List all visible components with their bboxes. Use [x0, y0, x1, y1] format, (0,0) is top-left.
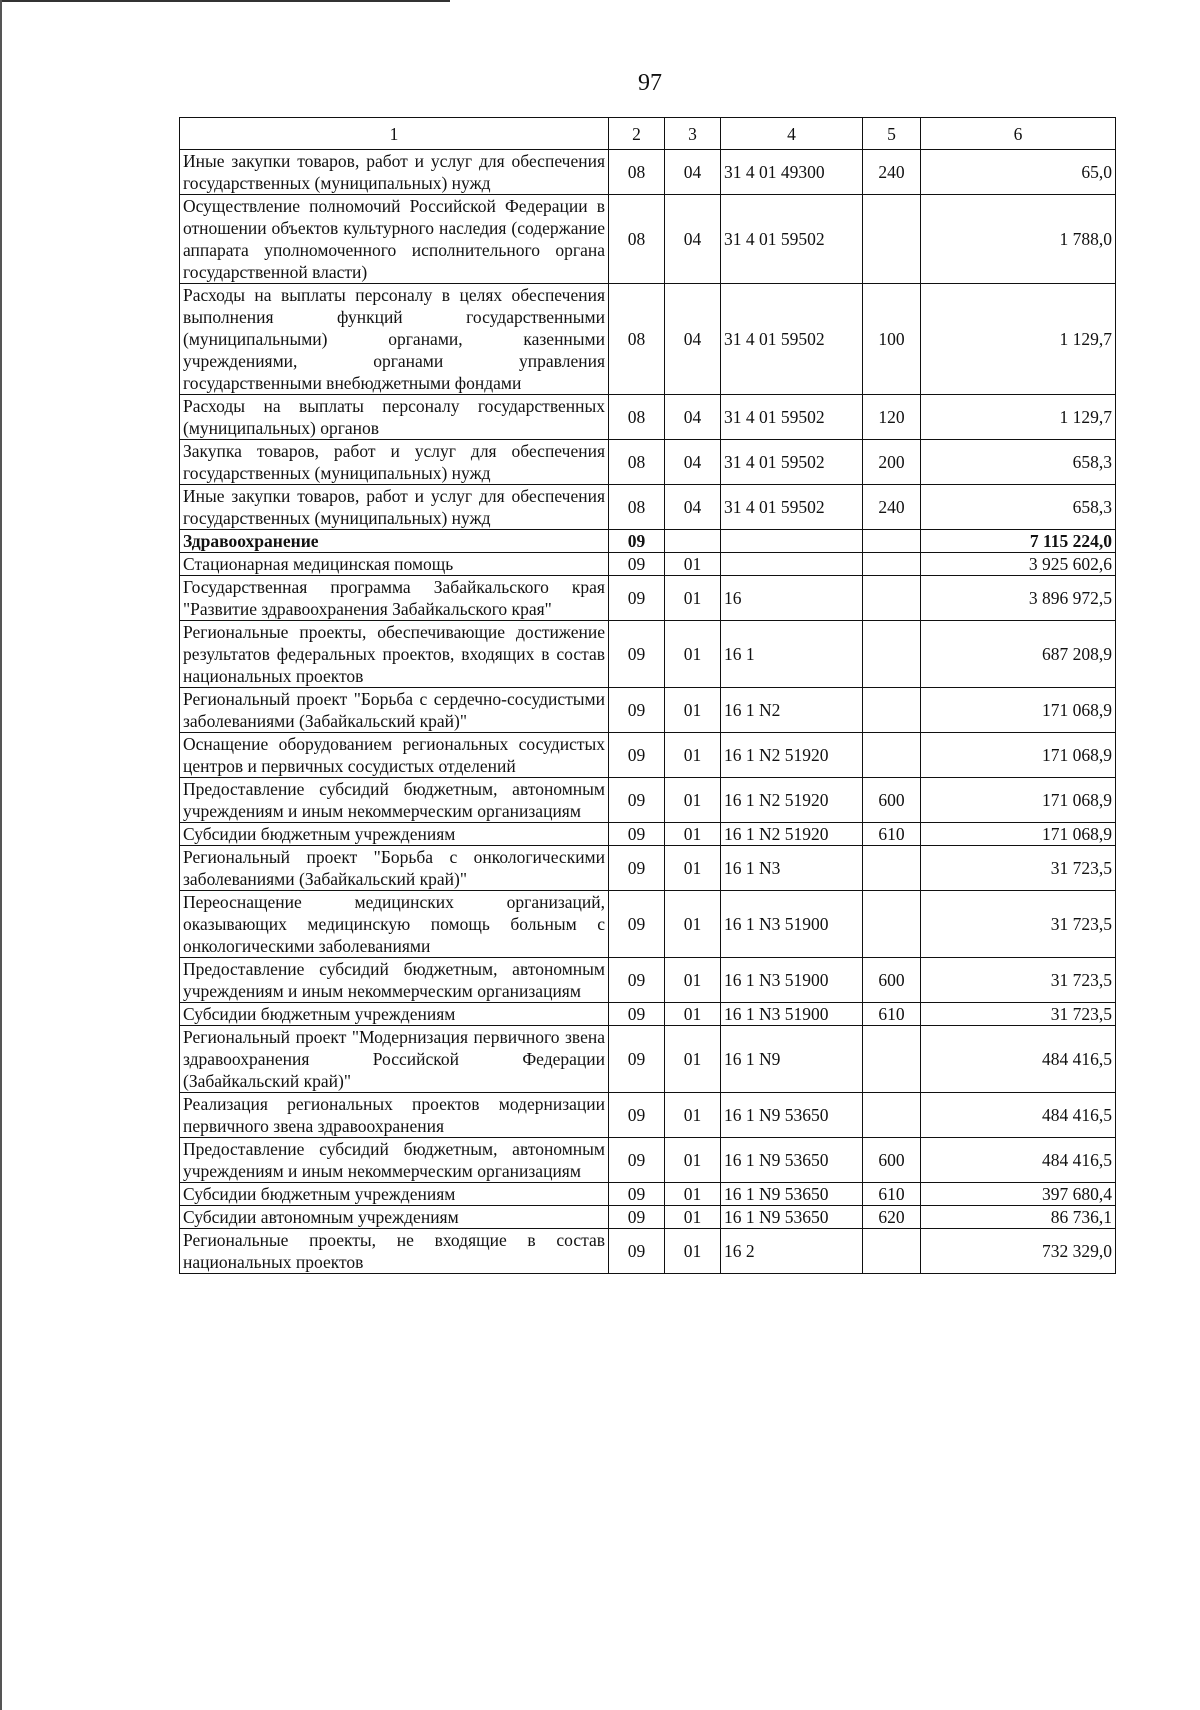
row-subsection-cell: 01 — [665, 823, 721, 846]
row-amount-cell: 171 068,9 — [921, 688, 1116, 733]
row-target-article-cell: 31 4 01 59502 — [721, 395, 863, 440]
row-target-article-cell: 31 4 01 59502 — [721, 195, 863, 284]
row-name-cell: Расходы на выплаты персоналу государственных (муниципальных) органов — [180, 395, 609, 440]
row-expense-type-cell — [863, 1093, 921, 1138]
row-subsection-cell: 01 — [665, 1206, 721, 1229]
row-subsection-cell: 04 — [665, 150, 721, 195]
header-col-3: 3 — [665, 118, 721, 150]
row-name-cell: Осуществление полномочий Российской Федерации в отношении объектов культурного наследия (содержание аппарата уполномоченного исполнительного органа государственной власти) — [180, 195, 609, 284]
row-target-article-cell: 16 1 N2 51920 — [721, 823, 863, 846]
row-subsection-cell: 04 — [665, 395, 721, 440]
row-amount-cell: 1 129,7 — [921, 395, 1116, 440]
row-expense-type-cell — [863, 553, 921, 576]
row-amount-cell: 484 416,5 — [921, 1093, 1116, 1138]
table-header-row — [180, 118, 1116, 150]
table-row — [180, 553, 1116, 576]
row-expense-type-cell — [863, 195, 921, 284]
table-row — [180, 1026, 1116, 1093]
row-name-cell: Региональный проект "Борьба с сердечно-сосудистыми заболеваниями (Забайкальский край)" — [180, 688, 609, 733]
row-section-cell: 09 — [609, 778, 665, 823]
row-name-cell: Стационарная медицинская помощь — [180, 553, 609, 576]
row-subsection-cell: 01 — [665, 1138, 721, 1183]
row-target-article-cell — [721, 530, 863, 553]
row-section-cell: 09 — [609, 530, 665, 553]
page-number: 97 — [638, 70, 662, 96]
row-target-article-cell: 16 1 N9 53650 — [721, 1138, 863, 1183]
row-expense-type-cell — [863, 530, 921, 553]
row-target-article-cell: 16 1 N9 — [721, 1026, 863, 1093]
row-subsection-cell: 01 — [665, 553, 721, 576]
row-name-cell: Расходы на выплаты персоналу в целях обеспечения выполнения функций государственными (муниципальными) органами, казенными учреждениями, органами управления государственными внебюджетными фондами — [180, 284, 609, 395]
row-subsection-cell: 01 — [665, 846, 721, 891]
row-subsection-cell: 01 — [665, 1229, 721, 1274]
row-target-article-cell: 16 1 N3 51900 — [721, 958, 863, 1003]
row-expense-type-cell: 610 — [863, 1003, 921, 1026]
row-target-article-cell: 16 1 N9 53650 — [721, 1183, 863, 1206]
row-target-article-cell: 16 1 N3 — [721, 846, 863, 891]
row-amount-cell: 484 416,5 — [921, 1026, 1116, 1093]
row-section-cell: 09 — [609, 891, 665, 958]
row-amount-cell: 31 723,5 — [921, 1003, 1116, 1026]
row-name-cell: Региональный проект "Модернизация первичного звена здравоохранения Российской Федерации (Забайкальский край)" — [180, 1026, 609, 1093]
row-section-cell: 09 — [609, 576, 665, 621]
header-col-4: 4 — [721, 118, 863, 150]
row-amount-cell: 31 723,5 — [921, 846, 1116, 891]
row-name-cell: Региональные проекты, обеспечивающие достижение результатов федеральных проектов, входящих в состав национальных проектов — [180, 621, 609, 688]
row-subsection-cell: 04 — [665, 195, 721, 284]
scan-edge-left — [0, 0, 2, 1710]
row-expense-type-cell — [863, 576, 921, 621]
row-section-cell: 09 — [609, 823, 665, 846]
row-expense-type-cell: 100 — [863, 284, 921, 395]
scan-edge-top — [0, 0, 450, 2]
row-subsection-cell: 01 — [665, 891, 721, 958]
table-row — [180, 1093, 1116, 1138]
row-subsection-cell: 01 — [665, 1093, 721, 1138]
row-amount-cell: 86 736,1 — [921, 1206, 1116, 1229]
header-col-5: 5 — [863, 118, 921, 150]
row-target-article-cell: 31 4 01 59502 — [721, 284, 863, 395]
table-row — [180, 958, 1116, 1003]
row-amount-cell: 1 788,0 — [921, 195, 1116, 284]
row-expense-type-cell — [863, 688, 921, 733]
row-name-cell: Здравоохранение — [180, 530, 609, 553]
row-section-cell: 09 — [609, 688, 665, 733]
row-expense-type-cell: 620 — [863, 1206, 921, 1229]
row-name-cell: Региональные проекты, не входящие в состав национальных проектов — [180, 1229, 609, 1274]
row-amount-cell: 31 723,5 — [921, 958, 1116, 1003]
row-name-cell: Государственная программа Забайкальского края "Развитие здравоохранения Забайкальского края" — [180, 576, 609, 621]
row-amount-cell: 658,3 — [921, 440, 1116, 485]
row-expense-type-cell — [863, 733, 921, 778]
row-name-cell: Субсидии бюджетным учреждениям — [180, 823, 609, 846]
row-amount-cell: 732 329,0 — [921, 1229, 1116, 1274]
row-subsection-cell: 04 — [665, 284, 721, 395]
row-name-cell: Субсидии автономным учреждениям — [180, 1206, 609, 1229]
row-target-article-cell: 31 4 01 59502 — [721, 440, 863, 485]
row-expense-type-cell — [863, 891, 921, 958]
row-name-cell: Иные закупки товаров, работ и услуг для обеспечения государственных (муниципальных) нужд — [180, 485, 609, 530]
table-row — [180, 485, 1116, 530]
table-row — [180, 846, 1116, 891]
row-target-article-cell: 16 1 N3 51900 — [721, 1003, 863, 1026]
row-section-cell: 09 — [609, 1003, 665, 1026]
table-row — [180, 1229, 1116, 1274]
row-section-cell: 08 — [609, 284, 665, 395]
table-row — [180, 1138, 1116, 1183]
row-amount-cell: 397 680,4 — [921, 1183, 1116, 1206]
row-target-article-cell — [721, 553, 863, 576]
row-section-cell: 09 — [609, 1093, 665, 1138]
table-row — [180, 1183, 1116, 1206]
table-row — [180, 576, 1116, 621]
row-section-cell: 09 — [609, 1138, 665, 1183]
row-target-article-cell: 31 4 01 49300 — [721, 150, 863, 195]
row-amount-cell: 31 723,5 — [921, 891, 1116, 958]
table-row — [180, 195, 1116, 284]
table-row — [180, 621, 1116, 688]
row-subsection-cell: 01 — [665, 958, 721, 1003]
row-expense-type-cell: 600 — [863, 778, 921, 823]
row-amount-cell: 658,3 — [921, 485, 1116, 530]
row-name-cell: Предоставление субсидий бюджетным, автономным учреждениям и иным некоммерческим организациям — [180, 778, 609, 823]
row-subsection-cell: 04 — [665, 440, 721, 485]
row-name-cell: Субсидии бюджетным учреждениям — [180, 1183, 609, 1206]
row-section-cell: 08 — [609, 485, 665, 530]
row-section-cell: 09 — [609, 1229, 665, 1274]
table-row — [180, 1003, 1116, 1026]
table-row — [180, 733, 1116, 778]
row-amount-cell: 484 416,5 — [921, 1138, 1116, 1183]
row-expense-type-cell — [863, 846, 921, 891]
table-row — [180, 1206, 1116, 1229]
table-row — [180, 823, 1116, 846]
row-subsection-cell: 01 — [665, 621, 721, 688]
row-amount-cell: 3 925 602,6 — [921, 553, 1116, 576]
row-section-cell: 09 — [609, 621, 665, 688]
row-amount-cell: 171 068,9 — [921, 823, 1116, 846]
row-target-article-cell: 31 4 01 59502 — [721, 485, 863, 530]
table-row — [180, 688, 1116, 733]
row-name-cell: Предоставление субсидий бюджетным, автономным учреждениям и иным некоммерческим организациям — [180, 958, 609, 1003]
row-subsection-cell: 01 — [665, 688, 721, 733]
row-section-cell: 09 — [609, 1206, 665, 1229]
row-expense-type-cell: 610 — [863, 1183, 921, 1206]
row-expense-type-cell: 240 — [863, 150, 921, 195]
row-section-cell: 09 — [609, 733, 665, 778]
row-section-cell: 09 — [609, 553, 665, 576]
row-amount-cell: 171 068,9 — [921, 733, 1116, 778]
row-amount-cell: 3 896 972,5 — [921, 576, 1116, 621]
row-amount-cell: 687 208,9 — [921, 621, 1116, 688]
table-row — [180, 530, 1116, 553]
row-section-cell: 08 — [609, 195, 665, 284]
row-name-cell: Переоснащение медицинских организаций, оказывающих медицинскую помощь больным с онкологическими заболеваниями — [180, 891, 609, 958]
row-expense-type-cell: 200 — [863, 440, 921, 485]
table-row — [180, 440, 1116, 485]
row-expense-type-cell — [863, 621, 921, 688]
row-name-cell: Реализация региональных проектов модернизации первичного звена здравоохранения — [180, 1093, 609, 1138]
row-name-cell: Оснащение оборудованием региональных сосудистых центров и первичных сосудистых отделений — [180, 733, 609, 778]
row-subsection-cell: 01 — [665, 1026, 721, 1093]
row-subsection-cell: 01 — [665, 576, 721, 621]
row-subsection-cell: 01 — [665, 1003, 721, 1026]
header-col-6: 6 — [921, 118, 1116, 150]
row-section-cell: 08 — [609, 150, 665, 195]
row-subsection-cell: 04 — [665, 485, 721, 530]
row-target-article-cell: 16 — [721, 576, 863, 621]
row-target-article-cell: 16 1 — [721, 621, 863, 688]
row-amount-cell: 171 068,9 — [921, 778, 1116, 823]
row-expense-type-cell: 610 — [863, 823, 921, 846]
row-amount-cell: 65,0 — [921, 150, 1116, 195]
row-name-cell: Региональный проект "Борьба с онкологическими заболеваниями (Забайкальский край)" — [180, 846, 609, 891]
row-section-cell: 09 — [609, 958, 665, 1003]
table-row — [180, 891, 1116, 958]
row-subsection-cell: 01 — [665, 1183, 721, 1206]
table-row — [180, 284, 1116, 395]
row-target-article-cell: 16 1 N2 51920 — [721, 778, 863, 823]
table-row — [180, 778, 1116, 823]
row-section-cell: 08 — [609, 440, 665, 485]
row-subsection-cell: 01 — [665, 733, 721, 778]
row-target-article-cell: 16 2 — [721, 1229, 863, 1274]
table-row — [180, 395, 1116, 440]
row-expense-type-cell — [863, 1229, 921, 1274]
row-expense-type-cell: 120 — [863, 395, 921, 440]
row-section-cell: 08 — [609, 395, 665, 440]
row-expense-type-cell: 600 — [863, 958, 921, 1003]
table-body — [180, 150, 1116, 1274]
row-section-cell: 09 — [609, 846, 665, 891]
row-name-cell: Предоставление субсидий бюджетным, автономным учреждениям и иным некоммерческим организациям — [180, 1138, 609, 1183]
row-subsection-cell — [665, 530, 721, 553]
row-section-cell: 09 — [609, 1026, 665, 1093]
budget-table — [179, 117, 1116, 1274]
row-amount-cell: 7 115 224,0 — [921, 530, 1116, 553]
row-expense-type-cell: 240 — [863, 485, 921, 530]
row-expense-type-cell: 600 — [863, 1138, 921, 1183]
row-name-cell: Закупка товаров, работ и услуг для обеспечения государственных (муниципальных) нужд — [180, 440, 609, 485]
row-target-article-cell: 16 1 N9 53650 — [721, 1206, 863, 1229]
row-section-cell: 09 — [609, 1183, 665, 1206]
row-expense-type-cell — [863, 1026, 921, 1093]
row-target-article-cell: 16 1 N2 51920 — [721, 733, 863, 778]
row-target-article-cell: 16 1 N2 — [721, 688, 863, 733]
row-target-article-cell: 16 1 N3 51900 — [721, 891, 863, 958]
row-target-article-cell: 16 1 N9 53650 — [721, 1093, 863, 1138]
row-name-cell: Иные закупки товаров, работ и услуг для обеспечения государственных (муниципальных) нужд — [180, 150, 609, 195]
row-amount-cell: 1 129,7 — [921, 284, 1116, 395]
row-name-cell: Субсидии бюджетным учреждениям — [180, 1003, 609, 1026]
header-col-1: 1 — [180, 118, 609, 150]
row-subsection-cell: 01 — [665, 778, 721, 823]
table-row — [180, 150, 1116, 195]
header-col-2: 2 — [609, 118, 665, 150]
